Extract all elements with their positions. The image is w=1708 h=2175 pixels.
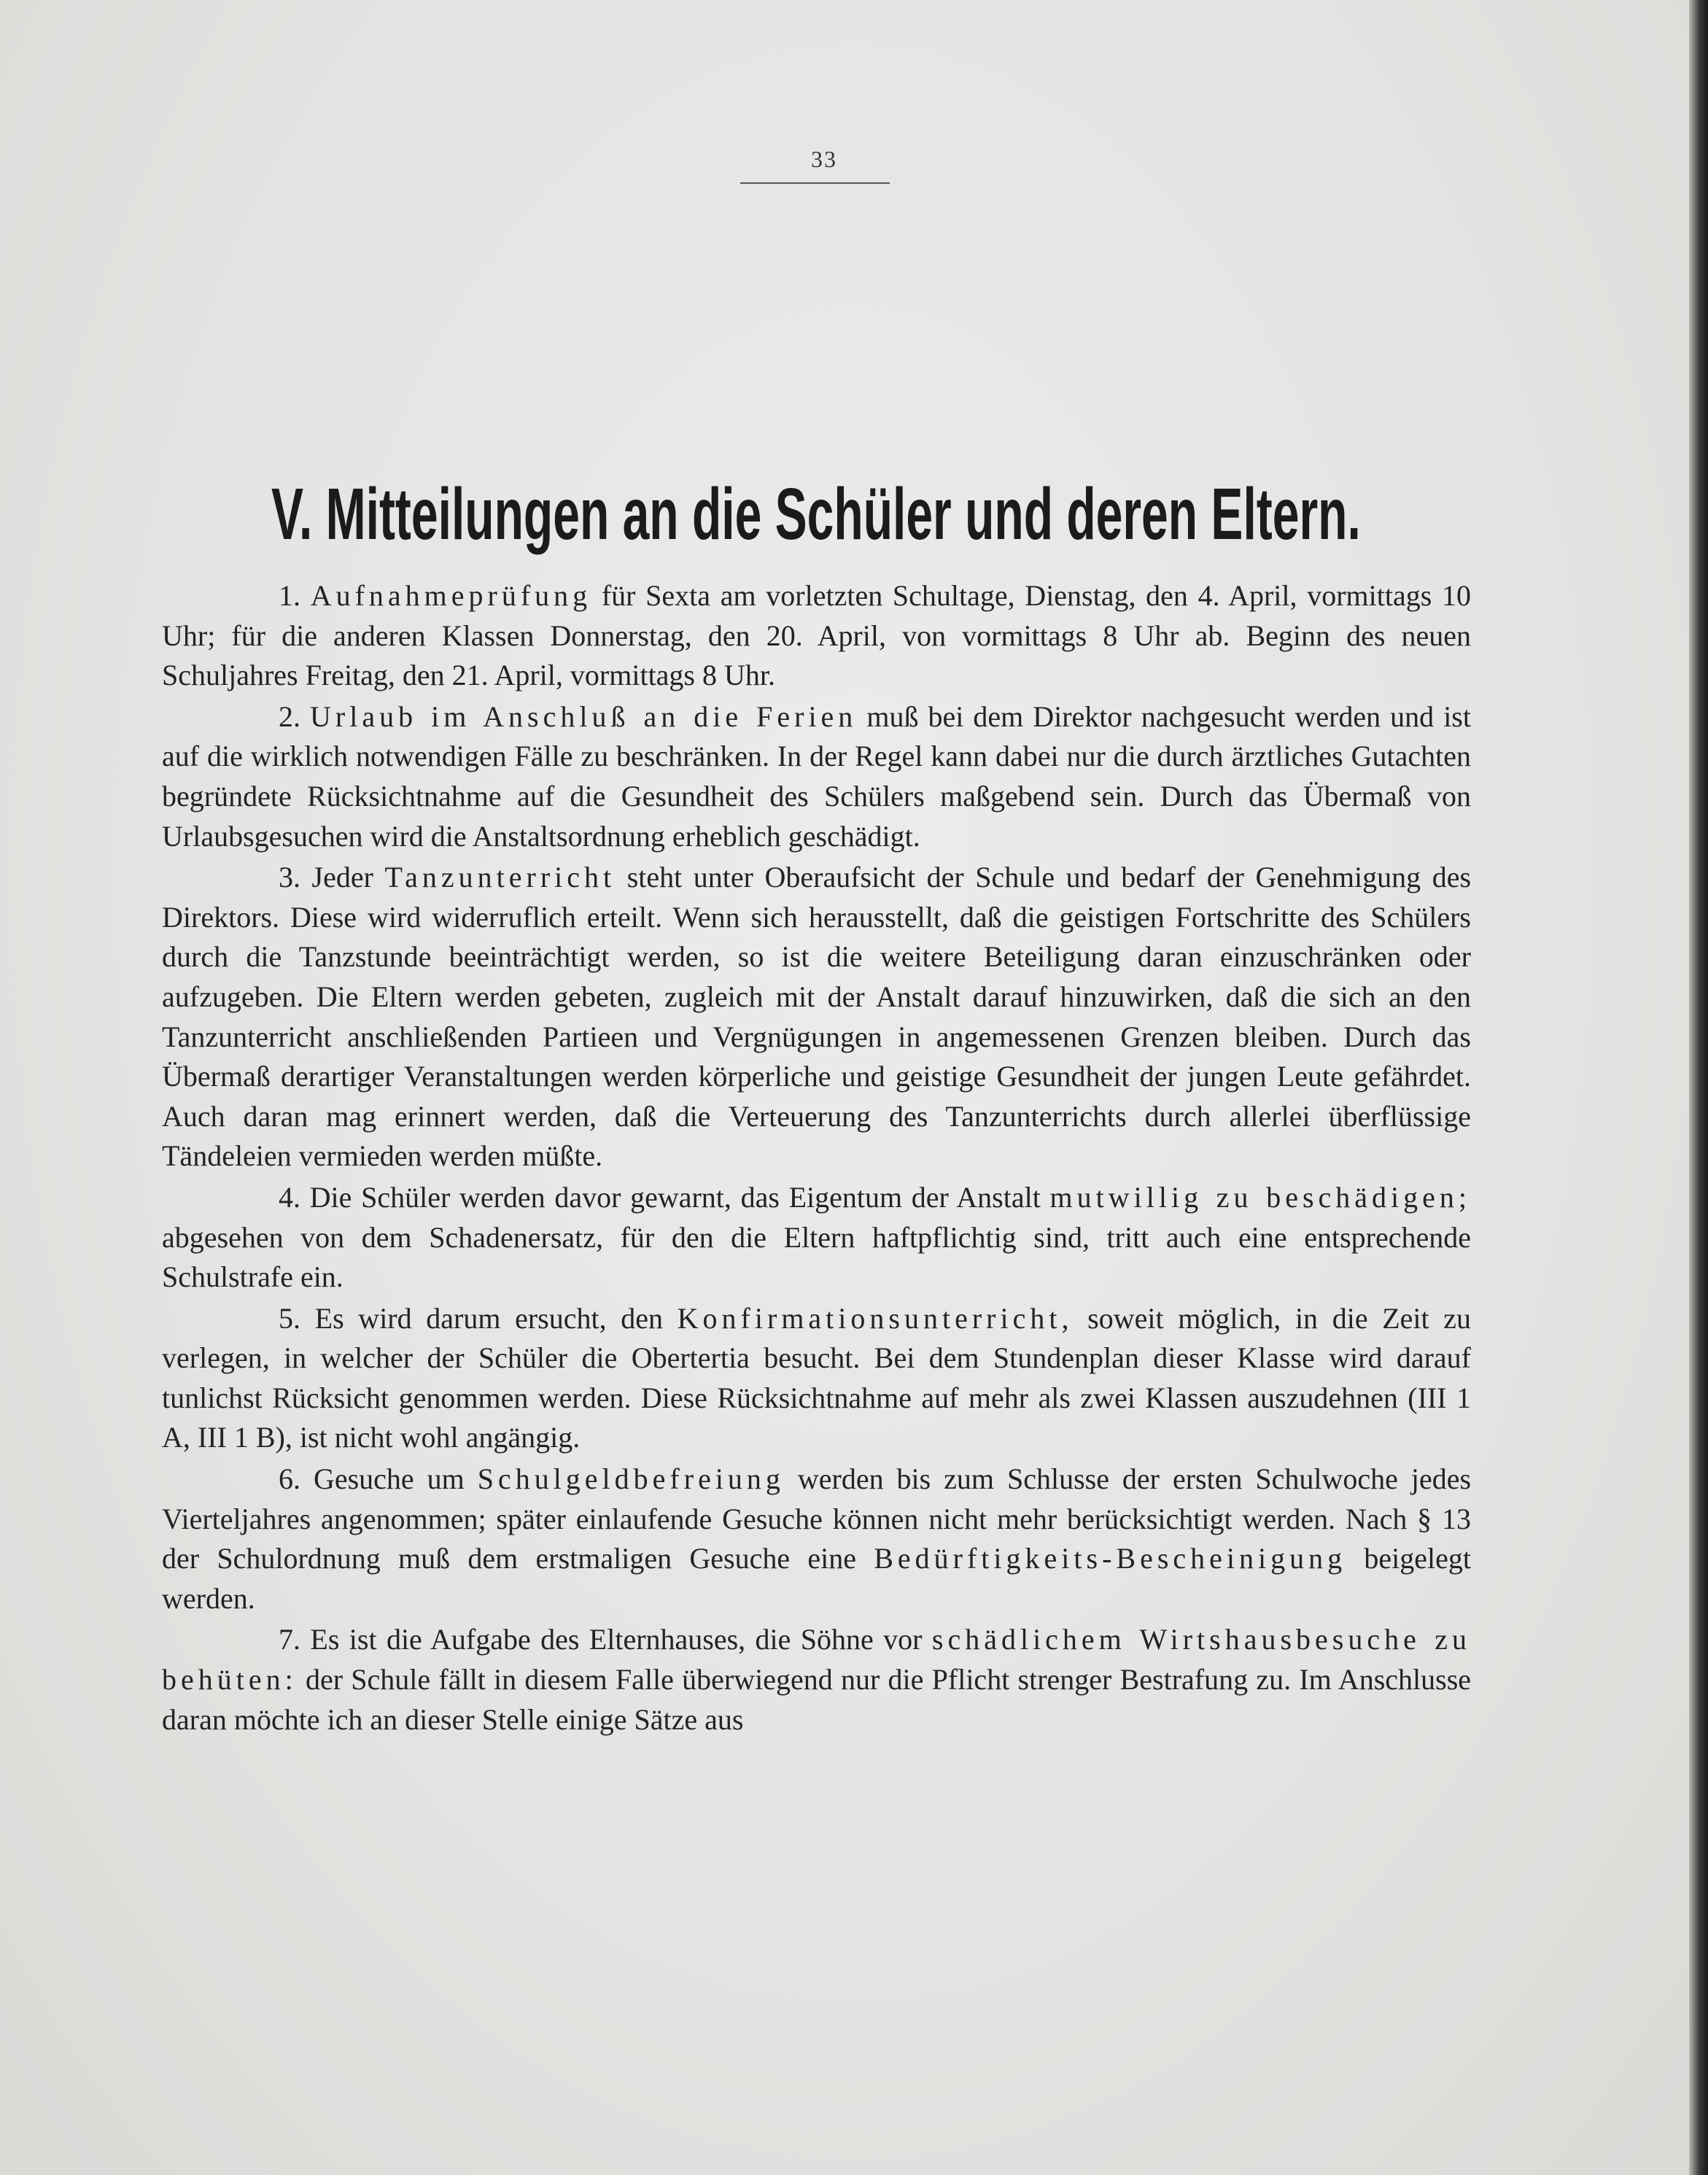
paragraph-lead-text: Es wird darum ersucht, den — [314, 1301, 664, 1335]
paragraph-number: 2. — [279, 699, 300, 733]
paragraph-7 — [162, 1620, 1471, 1740]
spaced-term: Aufnahmeprüfung — [310, 579, 592, 612]
paragraph-text: der Schule fällt in diesem Falle überwiegend nur die Pflicht strenger Bestrafung zu. Im Anschlusse daran möchte ich an dieser Stelle einige Sätze aus — [162, 1663, 1472, 1736]
paragraph-text: werden bis zum Schlusse der ersten Schulwoche jedes Vierteljahres angenommen; später einlaufende Gesuche können nicht mehr berücksichtigt werden. Nach § 13 der Schulordnung muß dem erstmaligen Gesuche eine — [162, 1462, 1472, 1575]
spaced-term: Konfirmationsunterricht, — [677, 1301, 1074, 1335]
spaced-term-2: Bedürftigkeits-Bescheinigung — [874, 1542, 1347, 1575]
paragraph-6 — [162, 1459, 1471, 1618]
paragraph-number: 4. — [279, 1180, 300, 1214]
paragraph-5 — [162, 1299, 1471, 1458]
paragraph-text: abgesehen von dem Schadenersatz, für den die Eltern haftpflichtig sind, tritt auch eine entsprechende Schulstrafe ein. — [162, 1220, 1471, 1294]
paragraph-lead-text: Es ist die Aufgabe des Elternhauses, die Söhne vor — [310, 1623, 923, 1656]
paragraph-4 — [162, 1178, 1471, 1298]
paragraph-lead-text: Die Schüler werden davor gewarnt, das Eigentum der Anstalt — [309, 1180, 1041, 1214]
paragraph-number: 5. — [279, 1301, 300, 1335]
paragraph-2 — [162, 697, 1471, 856]
paragraph-text: muß bei dem Direktor nachgesucht werden und ist auf die wirklich notwendigen Fälle zu beschränken. In der Regel kann dabei nur die durch ärztliches Gutachten begründete Rücksichtnahme auf die Gesundheit des Schülers maßgebend sein. Durch das Übermaß von Urlaubsgesuchen wird die Anstaltsordnung erheblich geschädigt. — [162, 699, 1471, 853]
scan-edge-shadow — [1689, 0, 1708, 2175]
paragraph-number: 7. — [279, 1623, 300, 1656]
paragraph-number: 1. — [279, 579, 300, 612]
paragraph-text-2: beigelegt werden. — [162, 1542, 1472, 1615]
paragraph-1 — [162, 576, 1471, 696]
paragraph-number: 6. — [279, 1462, 300, 1496]
spaced-term: schädlichem Wirtshausbesuche zu behüten: — [162, 1623, 1472, 1697]
paragraph-text: soweit möglich, in die Zeit zu verlegen, in welcher der Schüler die Obertertia besucht. Bei dem Stundenplan dieser Klasse wird darauf tunlichst Rücksicht genommen werden. Diese Rücksichtnahme auf mehr als zwei Klassen auszudehnen (III 1 A, III 1 B), ist nicht wohl angängig. — [162, 1301, 1472, 1454]
section-heading: V. Mitteilungen an die Schüler und deren Eltern. — [271, 473, 1361, 555]
spaced-term: Schulgeldbefreiung — [477, 1462, 785, 1496]
paragraph-lead-text: Jeder — [311, 861, 373, 894]
body-text — [162, 576, 1471, 1741]
spaced-term: Tanzunterricht — [384, 861, 616, 894]
spaced-term: mutwillig zu beschädigen; — [1049, 1180, 1471, 1214]
spaced-term: Urlaub im Anschluß an die Ferien — [310, 699, 858, 733]
paragraph-text: für Sexta am vorletzten Schultage, Dienstag, den 4. April, vormittags 10 Uhr; für die anderen Klassen Donnerstag, den 20. April, von vormittags 8 Uhr ab. Beginn des neuen Schuljahres Freitag, den 21. April, vormittags 8 Uhr. — [162, 579, 1471, 692]
paragraph-text: steht unter Oberaufsicht der Schule und bedarf der Genehmigung des Direktors. Diese wird widerruflich erteilt. Wenn sich herausstellt, daß die geistigen Fortschritte des Schülers durch die Tanzstunde beeinträchtigt werden, so ist die weitere Beteiligung daran einzuschränken oder aufzugeben. Die Eltern werden gebeten, zugleich mit der Anstalt darauf hinzuwirken, daß die sich an den Tanzunterricht anschließenden Partieen und Vergnügungen in angemessenen Grenzen bleiben. Durch das Übermaß derartiger Veranstaltungen werden körperliche und geistige Gesundheit der jungen Leute gefährdet. Auch daran mag erinnert werden, daß die Verteuerung des Tanzunterrichts durch allerlei überflüssige Tändeleien vermieden werden müßte. — [162, 861, 1472, 1173]
paragraph-lead-text: Gesuche um — [313, 1462, 465, 1496]
paragraph-number: 3. — [279, 861, 300, 894]
page-number: 33 — [811, 146, 837, 172]
paragraph-3 — [162, 858, 1471, 1176]
page-number-rule — [740, 182, 890, 184]
